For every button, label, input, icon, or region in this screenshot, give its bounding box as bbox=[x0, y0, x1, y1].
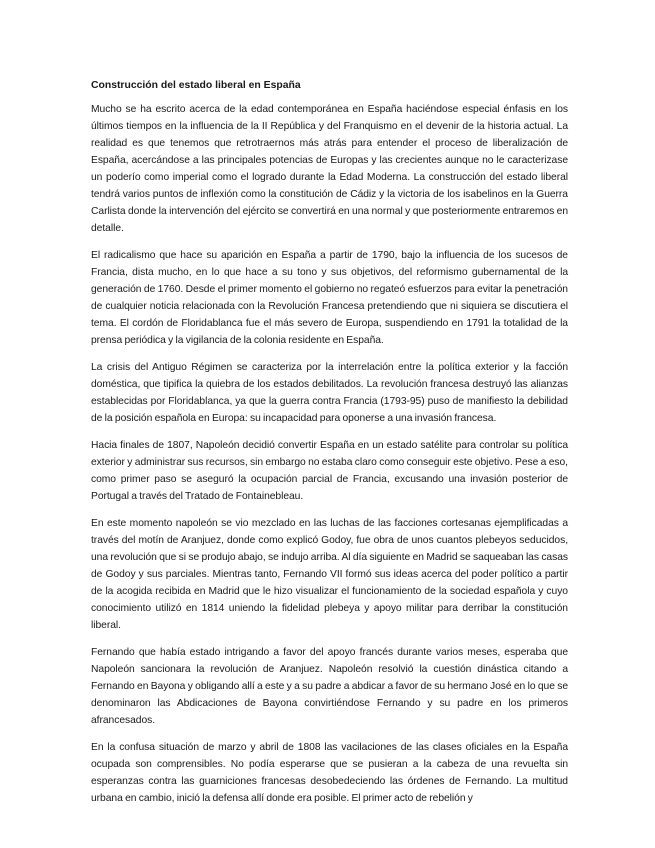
paragraph-6: Fernando que había estado intrigando a favor del apoyo francés durante varios meses, esperaba que Napoleón sancionara la revolución de Aranjuez. Napoleón resolvió la cuestión dinástica citando a Fernando en Bayona y obligando allí a este y a su padre a abdicar a favor de su hermano José en lo que se denominaron las Abdicaciones de Bayona convirtiéndose Fernando y su padre en los primeros afrancesados. bbox=[91, 647, 568, 726]
document-title: Construcción del estado liberal en España bbox=[91, 80, 301, 91]
paragraph-2: El radicalismo que hace su aparición en España a partir de 1790, bajo la influencia de los sucesos de Francia, dista mucho, en lo que hace a su tono y sus objetivos, del reformismo gubernamental de la generación de 1760. Desde el primer momento el gobierno no regateó esfuerzos para evitar la penetración de cualquier noticia relacionada con la Revolución Francesa pretendiendo que ni siquiera se discutiera el tema. El cordón de Floridablanca fue el más severo de Europa, suspendiendo en 1791 la totalidad de la prensa periódica y la vigilancia de la colonia residente en España. bbox=[91, 250, 568, 346]
paragraph-3: La crisis del Antiguo Régimen se caracteriza por la interrelación entre la política exterior y la facción doméstica, que tipifica la quiebra de los estados debilitados. La revolución francesa destruyó las alianzas establecidas por Floridablanca, ya que la guerra contra Francia (1793-95) puso de manifiesto la debilidad de la posición española en Europa: su incapacidad para oponerse a una invasión francesa. bbox=[91, 362, 568, 424]
document-body bbox=[91, 78, 568, 817]
paragraph-4: Hacia finales de 1807, Napoleón decidió convertir España en un estado satélite para controlar su política exterior y administrar sus recursos, sin embargo no estaba claro como conseguir este objetivo. Pese a eso, como primer paso se aseguró la ocupación parcial de Francia, excusando una invasión posterior de Portugal a través del Tratado de Fontainebleau. bbox=[91, 440, 568, 502]
paragraph-5: En este momento napoleón se vio mezclado en las luchas de las facciones cortesanas ejemplificadas a través del motín de Aranjuez, donde como explicó Godoy, fue obra de unos cuantos plebeyos seducidos, una revolución que si se produjo abajo, se indujo arriba. Al día siguiente en Madrid se saqueaban las casas de Godoy y sus parciales. Mientras tanto, Fernando VII formó sus ideas acerca del poder político a partir de la acogida recibida en Madrid que le hizo visualizar el funcionamiento de la sociedad española y cuyo conocimiento utilizó en 1814 uniendo la fidelidad plebeya y apoyo militar para derribar la constitución liberal. bbox=[91, 518, 568, 631]
paragraph-1: Mucho se ha escrito acerca de la edad contemporánea en España haciéndose especial énfasis en los últimos tiempos en la influencia de la II República y del Franquismo en el devenir de la historia actual. La realidad es que tenemos que retrotraernos más atrás para entender el proceso de liberalización de España, acercándose a las principales potencias de Europas y las crecientes aunque no le caracterizase un poderío como imperial como el logrado durante la Edad Moderna. La construcción del estado liberal tendrá varios puntos de inflexión como la constitución de Cádiz y la victoria de los isabelinos en la Guerra Carlista donde la intervención del ejército se convertirá en una normal y que posteriormente entraremos en detalle. bbox=[91, 104, 568, 234]
paragraph-7: En la confusa situación de marzo y abril de 1808 las vacilaciones de las clases oficiales en la España ocupada son comprensibles. No podía esperarse que se pusieran a la cabeza de una revuelta sin esperanzas contra las guarniciones francesas desobedeciendo las órdenes de Fernando. La multitud urbana en cambio, inició la defensa allí donde era posible. El primer acto de rebelión y bbox=[91, 742, 568, 804]
